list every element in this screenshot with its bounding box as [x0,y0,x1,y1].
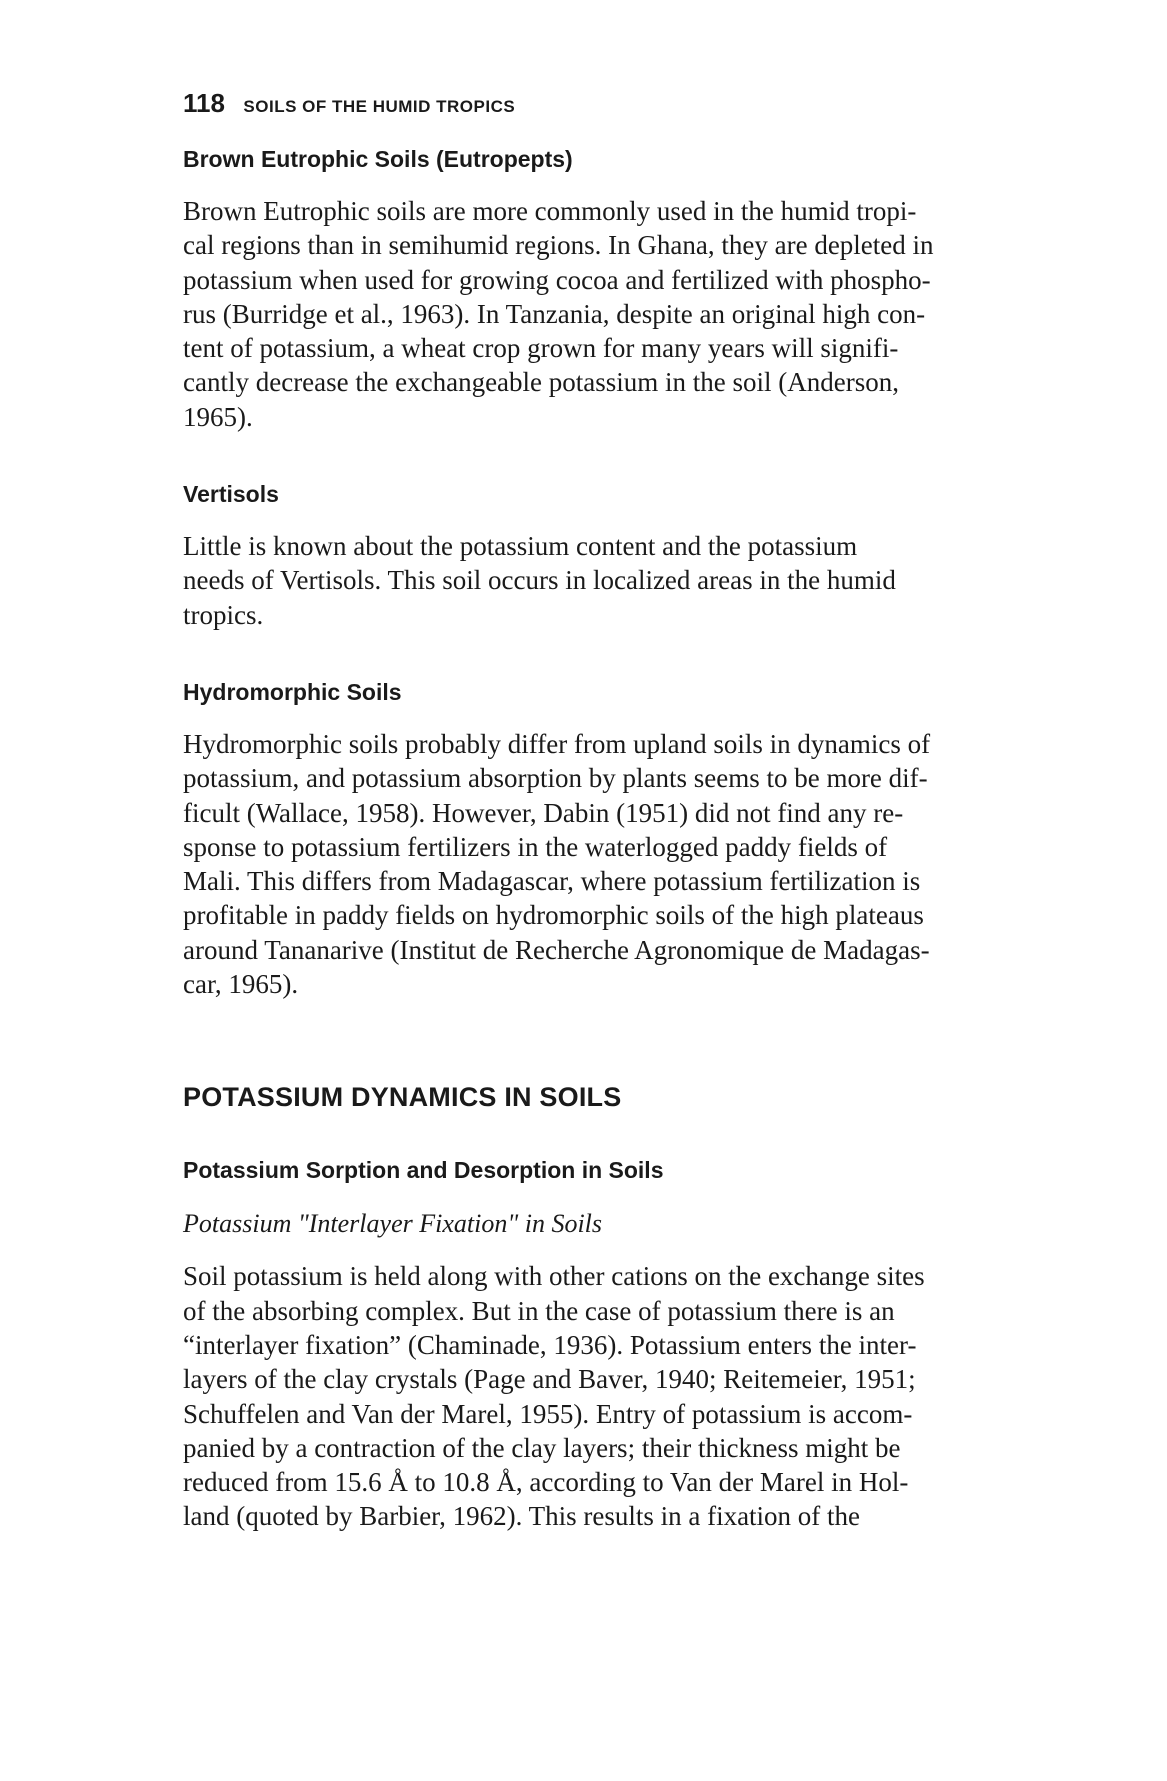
section-heading-potassium-dynamics: POTASSIUM DYNAMICS IN SOILS [183,1082,622,1113]
text-line: panied by a contraction of the clay layers; their thickness might be [183,1432,901,1463]
text-line: potassium, and potassium absorption by plants seems to be more dif- [183,763,928,794]
text-line: around Tananarive (Institut de Recherche Agronomique de Madagas- [183,934,930,965]
text-line: tropics. [183,599,264,630]
text-line: of the absorbing complex. But in the case of potassium there is an [183,1295,895,1326]
text-line: tent of potassium, a wheat crop grown for many years will signifi- [183,333,899,364]
paragraph-vertisols [183,529,1063,632]
heading-potassium-sorption-desorption: Potassium Sorption and Desorption in Soils [183,1157,664,1184]
text-line: Schuffelen and Van der Marel, 1955). Entry of potassium is accom- [183,1398,913,1429]
running-title: SOILS OF THE HUMID TROPICS [243,97,516,116]
text-line: needs of Vertisols. This soil occurs in localized areas in the humid [183,565,896,596]
text-line: rus (Burridge et al., 1963). In Tanzania, despite an original high con- [183,298,926,329]
text-line: Mali. This differs from Madagascar, where potassium fertilization is [183,866,921,897]
heading-vertisols: Vertisols [183,481,279,508]
text-line: car, 1965). [183,969,299,1000]
text-line: layers of the clay crystals (Page and Baver, 1940; Reitemeier, 1951; [183,1364,916,1395]
text-line: potassium when used for growing cocoa and fertilized with phospho- [183,264,931,295]
text-line: 1965). [183,401,253,432]
text-line: Brown Eutrophic soils are more commonly used in the humid tropi- [183,196,917,226]
running-head [183,88,1063,128]
paragraph-interlayer-fixation [183,1259,1063,1533]
text-line: reduced from 15.6 Å to 10.8 Å, according to Van der Marel in Hol- [183,1467,909,1498]
text-line: ficult (Wallace, 1958). However, Dabin (1951) did not find any re- [183,797,904,828]
paragraph-hydromorphic-soils [183,727,1063,1001]
heading-hydromorphic-soils: Hydromorphic Soils [183,678,402,705]
text-line: “interlayer fixation” (Chaminade, 1936). Potassium enters the inter- [183,1329,917,1360]
book-page [183,88,1063,1534]
text-line: cantly decrease the exchangeable potassium in the soil (Anderson, [183,367,900,398]
heading-interlayer-fixation: Potassium "Interlayer Fixation" in Soils [183,1209,603,1239]
text-line: profitable in paddy fields on hydromorphic soils of the high plateaus [183,900,924,931]
text-line: Soil potassium is held along with other cations on the exchange sites [183,1261,925,1292]
text-line: Hydromorphic soils probably differ from upland soils in dynamics of [183,728,931,759]
text-line: sponse to potassium fertilizers in the waterlogged paddy fields of [183,831,888,862]
paragraph-brown-eutrophic-soils [183,194,1063,434]
text-line: cal regions than in semihumid regions. In Ghana, they are depleted in [183,230,934,261]
text-line: Little is known about the potassium content and the potassium [183,531,858,562]
heading-brown-eutrophic-soils: Brown Eutrophic Soils (Eutropepts) [183,146,573,172]
text-line: land (quoted by Barbier, 1962). This results in a fixation of the [183,1501,861,1532]
page-number: 118 [183,88,225,118]
